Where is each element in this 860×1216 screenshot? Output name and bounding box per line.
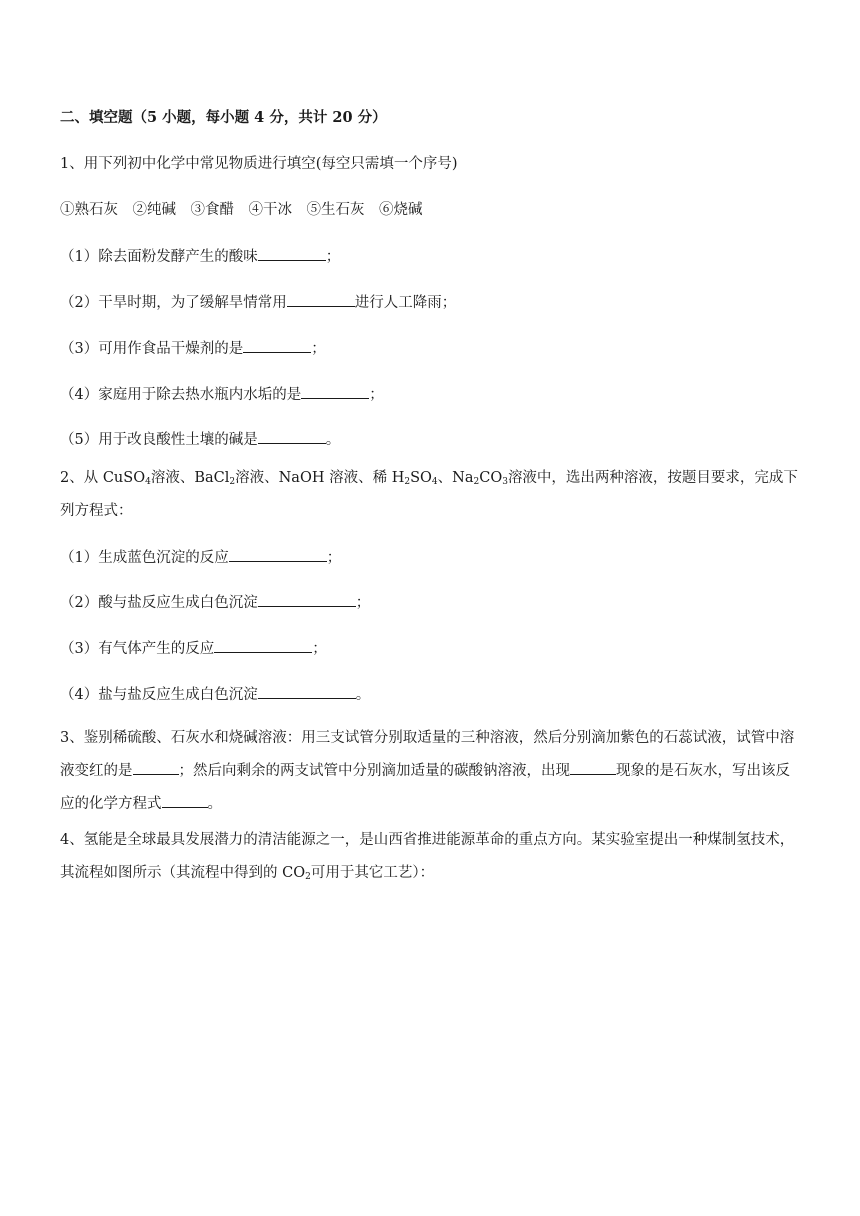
item-text: （5）用于改良酸性土壤的碱是 <box>60 432 258 448</box>
stem-part: 。 <box>207 796 222 812</box>
question-2-item-1 <box>60 547 341 568</box>
question-2-stem <box>60 462 802 528</box>
answer-blank[interactable] <box>229 547 327 562</box>
answer-blank[interactable] <box>243 338 311 353</box>
item-text: （2）酸与盐反应生成白色沉淀 <box>60 595 258 611</box>
item-punct: ； <box>325 249 341 265</box>
answer-blank[interactable] <box>258 592 356 607</box>
answer-blank[interactable] <box>258 429 326 444</box>
section-title: 二、填空题（5 小题，每小题 4 分，共计 20 分） <box>60 109 387 126</box>
subscript: 2 <box>473 477 480 487</box>
item-punct: 。 <box>355 687 371 703</box>
stem-part: 现象的是石灰水，写出该反应的化学方程式 <box>60 763 790 812</box>
item-text: （2）干旱时期，为了缓解旱情常用 <box>60 295 287 311</box>
item-punct: ； <box>355 595 371 611</box>
item-punct: 进行人工降雨； <box>354 295 457 311</box>
item-punct: ； <box>369 387 384 403</box>
question-2-item-2 <box>60 592 370 613</box>
stem-part: 4、氢能是全球最具发展潜力的清洁能源之一，是山西省推进能源革命的重点方向。某实验室提出一种煤制氢技术，其流程如图所示（其流程中得到的 CO <box>60 832 795 881</box>
question-1-item-5 <box>60 429 340 450</box>
stem-part: 溶液、BaCl <box>150 470 230 486</box>
item-punct: ； <box>312 641 327 657</box>
answer-blank[interactable] <box>162 793 208 808</box>
subscript: 3 <box>502 477 508 487</box>
stem-part: 2、从 CuSO <box>60 470 146 486</box>
stem-part: 溶液中，选出两种溶液，按题目要求，完成下列方程式： <box>60 470 798 519</box>
question-1-item-3 <box>60 338 326 359</box>
subscript: 2 <box>404 477 411 487</box>
item-text: （3）可用作食品干燥剂的是 <box>60 341 244 357</box>
question-1-item-2 <box>60 292 456 313</box>
item-punct: ； <box>326 550 342 566</box>
answer-blank[interactable] <box>301 384 369 399</box>
subscript: 4 <box>145 477 151 487</box>
answer-blank[interactable] <box>258 684 356 699</box>
question-4 <box>60 824 802 890</box>
stem-part: ；然后向剩余的两支试管中分别滴加适量的碳酸钠溶液，出现 <box>178 763 570 779</box>
answer-blank[interactable] <box>258 246 326 261</box>
item-text: （4）家庭用于除去热水瓶内水垢的是 <box>60 387 302 403</box>
subscript: 4 <box>431 477 438 487</box>
stem-part: CO <box>479 470 503 486</box>
stem-part: 3、鉴别稀硫酸、石灰水和烧碱溶液：用三支试管分别取适量的三种溶液，然后分别滴加紫色的石蕊试液，试管中溶液变红的是 <box>60 730 795 779</box>
question-1-stem: 1、用下列初中化学中常见物质进行填空(每空只需填一个序号) <box>60 156 458 172</box>
item-punct: ； <box>311 341 326 357</box>
question-2-item-4 <box>60 684 370 705</box>
question-3 <box>60 722 802 821</box>
item-text: （3）有气体产生的反应 <box>60 641 215 657</box>
subscript: 2 <box>229 477 236 487</box>
subscript: 2 <box>305 872 311 882</box>
stem-part: 溶液、NaOH 溶液、稀 H <box>235 470 405 486</box>
item-text: （1）生成蓝色沉淀的反应 <box>60 550 229 566</box>
item-punct: 。 <box>325 432 341 448</box>
answer-blank[interactable] <box>214 638 312 653</box>
item-text: （4）盐与盐反应生成白色沉淀 <box>60 687 258 703</box>
stem-part: SO <box>410 470 432 486</box>
answer-blank[interactable] <box>133 760 179 775</box>
stem-part: 、Na <box>437 470 474 486</box>
question-2-item-3 <box>60 638 327 659</box>
answer-blank[interactable] <box>287 292 355 307</box>
answer-blank[interactable] <box>570 760 616 775</box>
stem-part: 可用于其它工艺）： <box>310 865 435 881</box>
question-1-item-4 <box>60 384 384 405</box>
item-text: （1）除去面粉发酵产生的酸味 <box>60 249 258 265</box>
question-1-options: ①熟石灰 ②纯碱 ③食醋 ④干冰 ⑤生石灰 ⑥烧碱 <box>60 202 423 218</box>
question-1-item-1 <box>60 246 340 267</box>
